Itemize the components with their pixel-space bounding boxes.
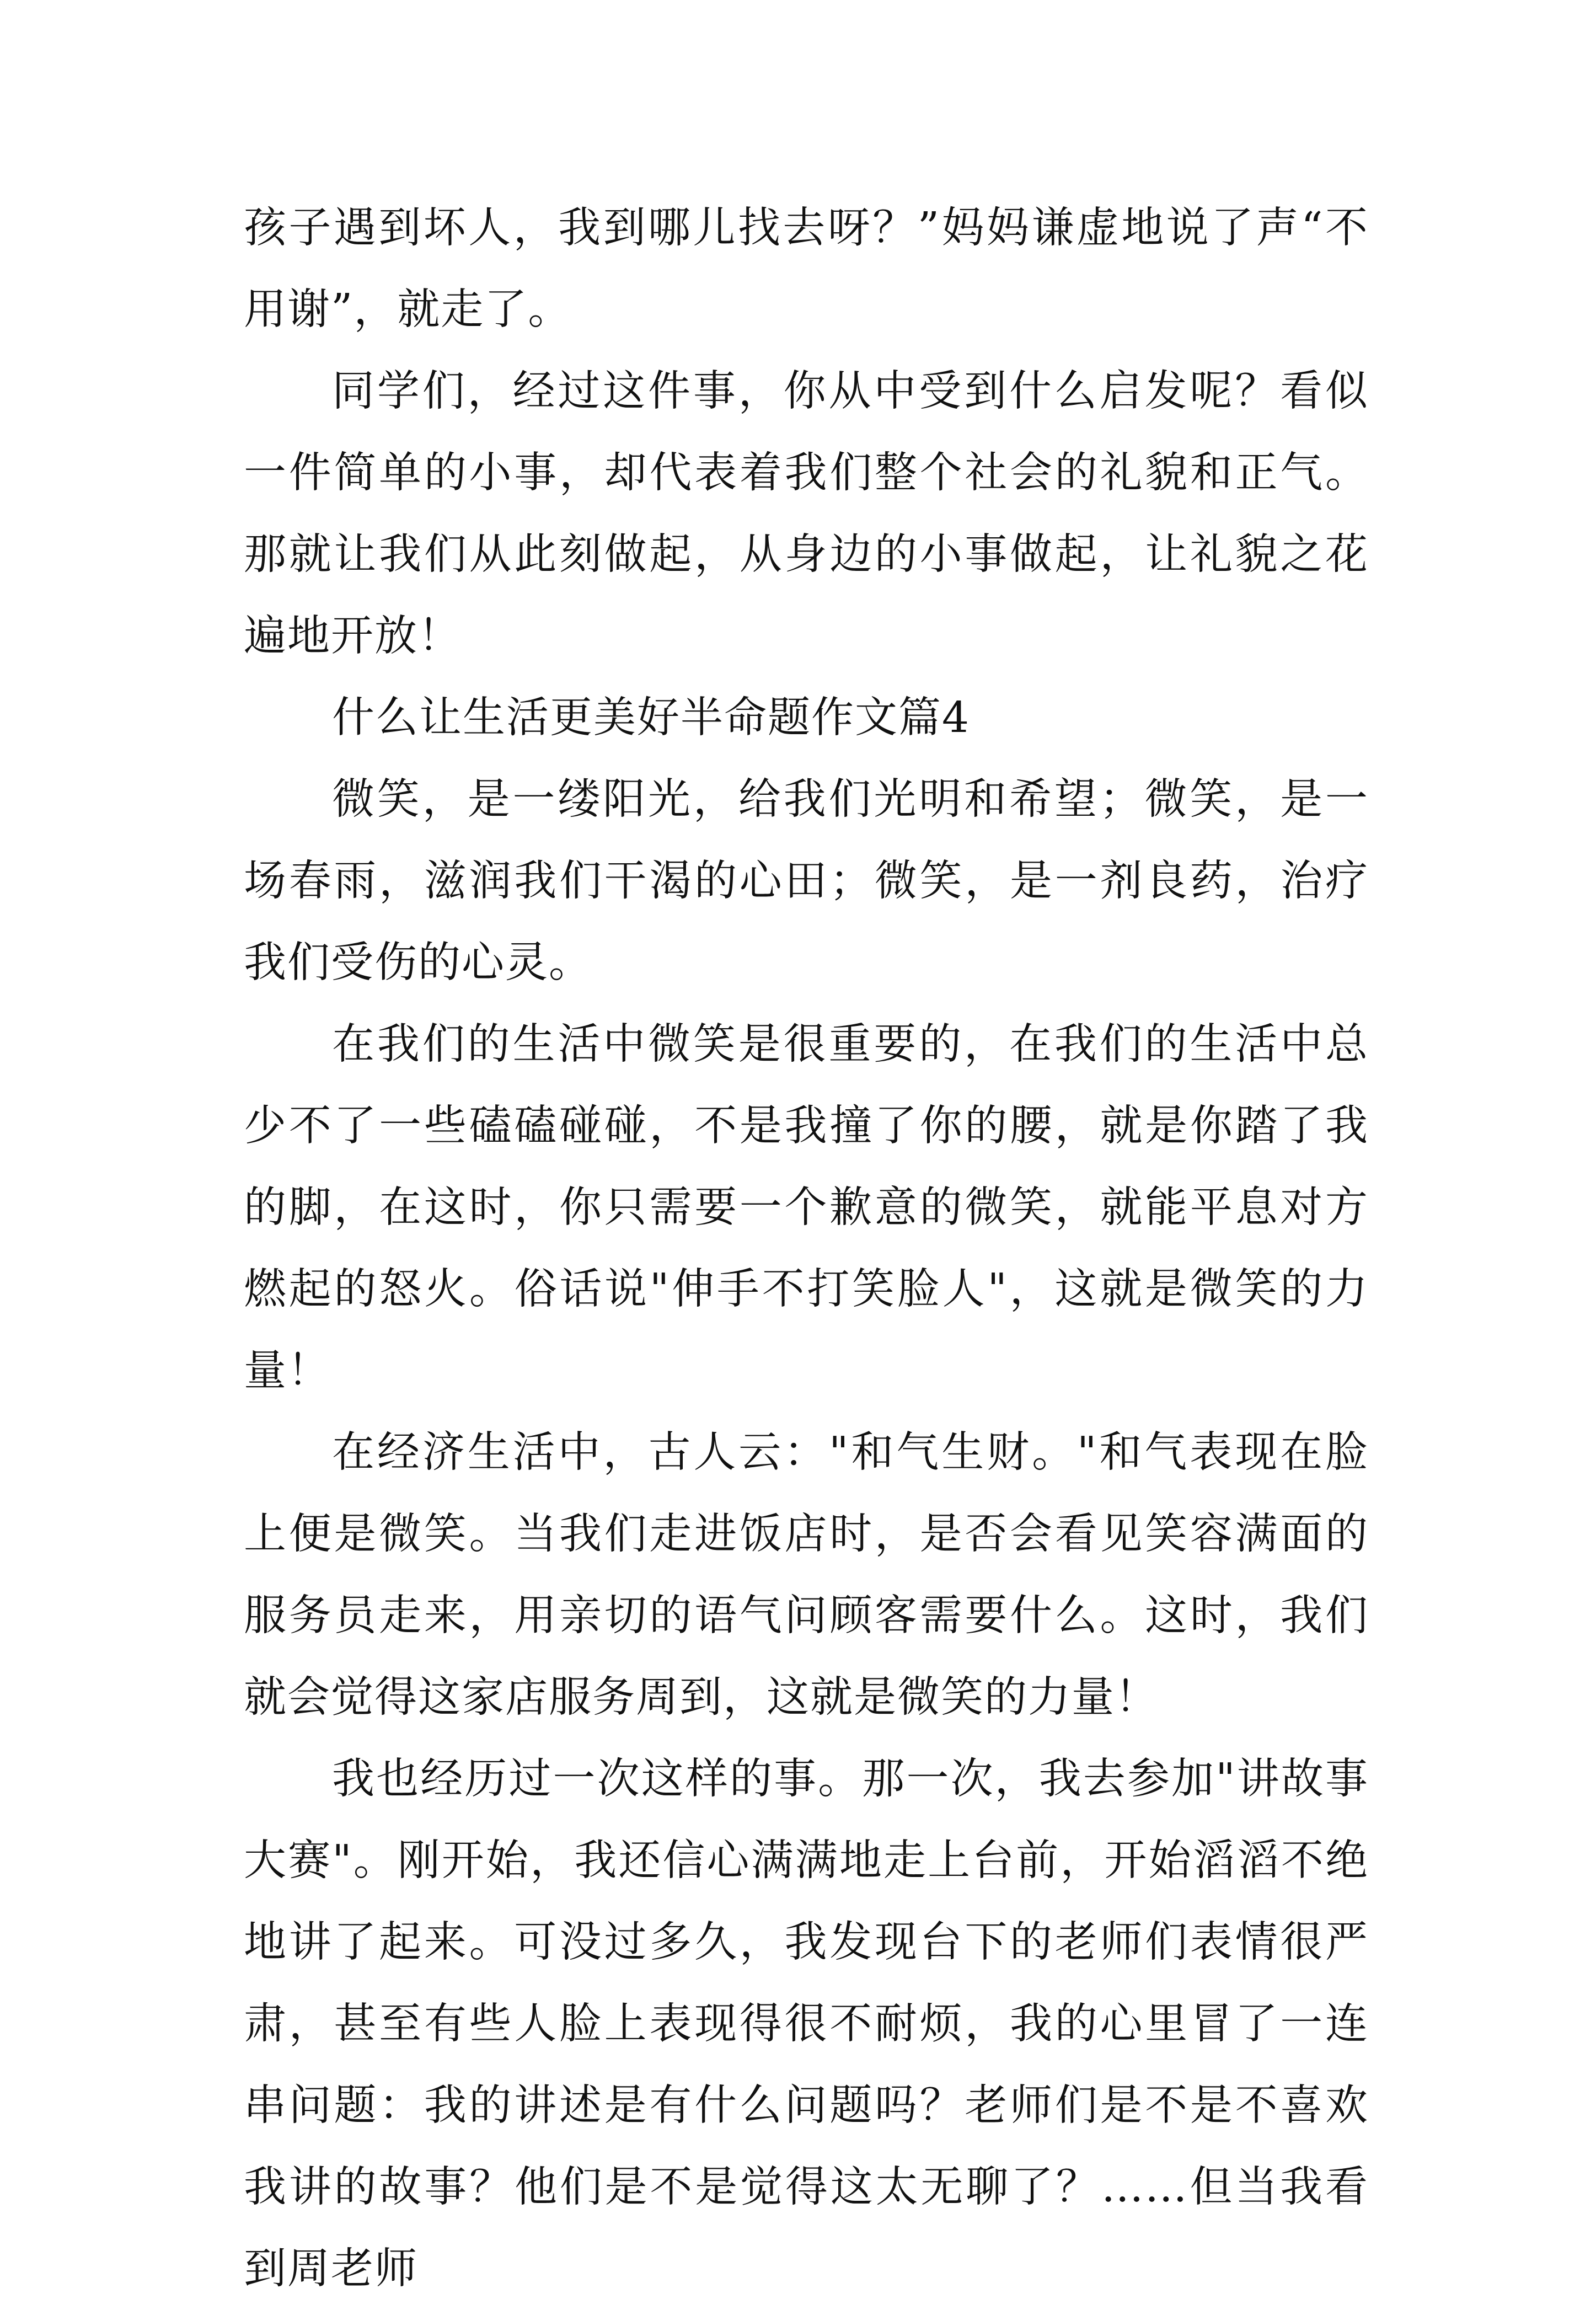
section-heading: 什么让生活更美好半命题作文篇4: [332, 693, 970, 742]
document-page: [244, 188, 1369, 2310]
paragraph-2: 同学们，经过这件事，你从中受到什么启发呢？看似一件简单的小事，却代表着我们整个社会的礼貌和正气。那就让我们从此刻做起，从身边的小事做起，让礼貌之花遍地开放！: [244, 367, 1369, 661]
paragraph-1: 孩子遇到坏人，我到哪儿找去呀？”妈妈谦虚地说了声“不用谢”，就走了。: [244, 204, 1369, 334]
paragraph-4: 在我们的生活中微笑是很重要的，在我们的生活中总少不了一些磕磕碰碰，不是我撞了你的腰，就是你踏了我的脚，在这时，你只需要一个歉意的微笑，就能平息对方燃起的怒火。俗话说"伸手不打笑脸人"，这就是微笑的力量！: [244, 1020, 1369, 1395]
paragraph-5: 在经济生活中，古人云："和气生财。"和气表现在脸上便是微笑。当我们走进饭店时，是否会看见笑容满面的服务员走来，用亲切的语气问顾客需要什么。这时，我们就会觉得这家店服务周到，这就是微笑的力量！: [244, 1428, 1369, 1722]
paragraph-3: 微笑，是一缕阳光，给我们光明和希望；微笑，是一场春雨，滋润我们干渴的心田；微笑，是一剂良药，治疗我们受伤的心灵。: [244, 775, 1369, 987]
paragraph-6: 我也经历过一次这样的事。那一次，我去参加"讲故事大赛"。刚开始，我还信心满满地走上台前，开始滔滔不绝地讲了起来。可没过多久，我发现台下的老师们表情很严肃，甚至有些人脸上表现得很不耐烦，我的心里冒了一连串问题：我的讲述是有什么问题吗？老师们是不是不喜欢我讲的故事？他们是不是觉得这太无聊了？……但当我看到周老师: [244, 1755, 1369, 2293]
